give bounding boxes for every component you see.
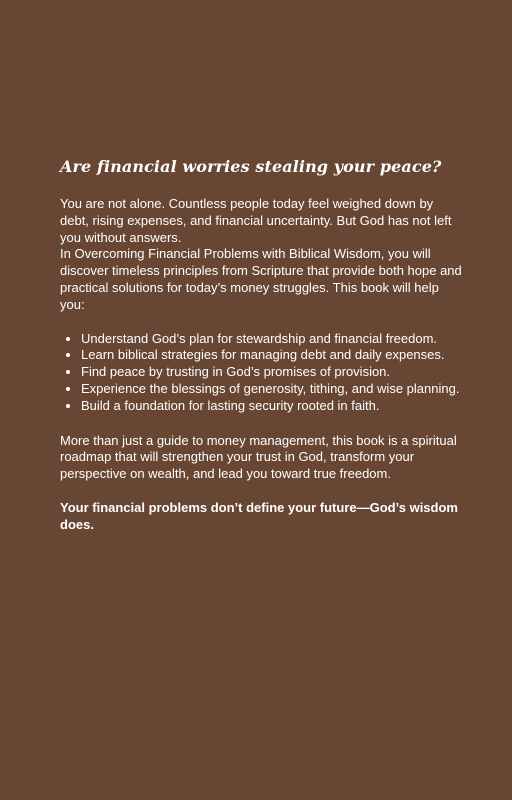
benefit-item: • Learn biblical strategies for managing debt and daily expenses. [81,347,464,364]
benefit-item: • Build a foundation for lasting security rooted in faith. [81,398,464,415]
intro-paragraph: In Overcoming Financial Problems with Biblical Wisdom, you will discover timeless principles from Scripture that provide both hope and practical solutions for today’s money struggles. This book will help you: [60,246,462,312]
intro-paragraph: You are not alone. Countless people today feel weighed down by debt, rising expenses, and financial uncertainty. But God has not left you without answers. [60,196,452,245]
closing-paragraph: More than just a guide to money management, this book is a spiritual roadmap that will strengthen your trust in God, transform your perspective on wealth, and lead you toward true freedom. [60,432,457,482]
cover-copy [60,156,464,534]
benefit-item: • Find peace by trusting in God’s promises of provision. [81,364,464,381]
benefits-list [60,331,464,415]
headline: Are financial worries stealing your peace? [60,157,442,176]
intro-text [60,196,464,314]
tagline: Your financial problems don’t define your future—God’s wisdom does. [60,499,458,533]
benefit-item: • Understand God’s plan for stewardship and financial freedom. [81,331,464,348]
benefit-item: • Experience the blessings of generosity, tithing, and wise planning. [81,381,464,398]
